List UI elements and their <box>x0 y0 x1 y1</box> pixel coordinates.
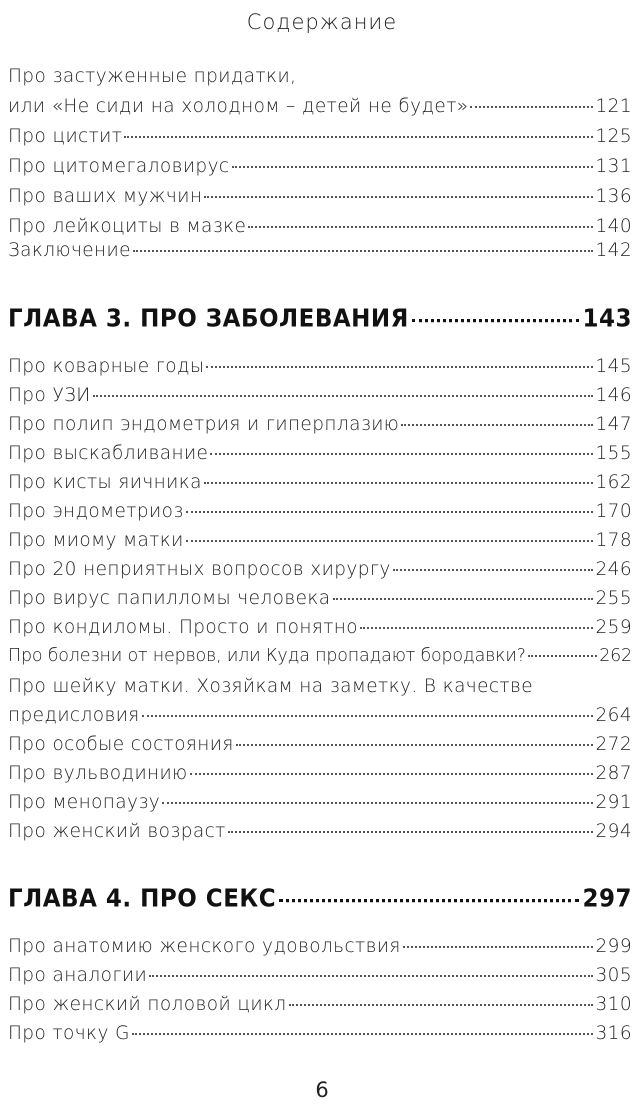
toc-entry-title: Про женский возраст <box>8 821 226 842</box>
toc-entry <box>8 792 632 813</box>
toc-entry-page: 178 <box>595 530 632 551</box>
toc-entry-title: Про ваших мужчин <box>8 186 203 207</box>
toc-entry <box>8 530 632 551</box>
toc-entry <box>8 763 632 784</box>
dot-leader <box>93 395 594 397</box>
toc-entry-page: 162 <box>595 472 632 493</box>
dot-leader <box>393 569 594 571</box>
dot-leader <box>289 1004 594 1006</box>
chapter-page: 297 <box>582 884 632 914</box>
dot-leader <box>401 424 593 426</box>
toc-entry-page: 246 <box>595 559 632 580</box>
toc-entry-title: Про лейкоциты в мазке <box>8 216 247 237</box>
toc-entry-title: Про вирус папилломы человека <box>8 588 331 609</box>
toc-entry-page: 121 <box>595 96 632 117</box>
dot-leader <box>204 196 593 198</box>
toc-entry-title: Про цитомегаловирус <box>8 156 230 177</box>
toc-entry <box>8 936 632 957</box>
toc-entry-title: Про 20 неприятных вопросов хирургу <box>8 559 391 580</box>
dot-leader <box>528 655 597 657</box>
dot-leader <box>186 511 594 513</box>
dot-leader <box>412 319 580 322</box>
toc-entry-page: 294 <box>595 821 632 842</box>
toc-entry <box>8 994 632 1015</box>
toc-entry-page: 264 <box>595 705 632 726</box>
dot-leader <box>132 1033 594 1035</box>
chapter-title: ГЛАВА 4. ПРО СЕКС <box>8 884 277 914</box>
toc-entry-page: 145 <box>595 356 632 377</box>
toc-entry <box>8 414 632 435</box>
toc-entry-title: Про особые состояния <box>8 734 234 755</box>
dot-leader <box>248 226 593 228</box>
dot-leader <box>228 831 594 833</box>
chapter-heading <box>8 305 632 333</box>
toc-entry-page: 142 <box>595 240 632 261</box>
dot-leader <box>360 627 594 629</box>
toc-entry <box>8 646 632 666</box>
page-number: 6 <box>315 1078 329 1102</box>
toc-entry-page: 272 <box>595 734 632 755</box>
toc-entry-title: Про цистит <box>8 126 123 147</box>
toc-entry <box>8 186 632 207</box>
dot-leader <box>142 715 594 717</box>
toc-entry <box>8 66 632 87</box>
toc-entry-title: Про менопаузу <box>8 792 161 813</box>
toc-entry <box>8 385 632 406</box>
toc-entry-title: или «Не сиди на холодном – детей не будет» <box>8 96 469 117</box>
toc-entry-page: 262 <box>599 646 632 666</box>
toc-entry-page: 170 <box>595 501 632 522</box>
toc-entry <box>8 734 632 755</box>
toc-entry <box>8 96 632 117</box>
toc-entry-title: Про болезни от нервов, или Куда пропадают бородавки? <box>8 646 526 666</box>
toc-entry <box>8 559 632 580</box>
dot-leader <box>133 250 594 252</box>
dot-leader <box>190 773 594 775</box>
toc-entry-page: 125 <box>595 126 632 147</box>
toc-entry-page: 291 <box>595 792 632 813</box>
dot-leader <box>162 802 593 804</box>
toc-entry <box>8 240 632 261</box>
toc-entry <box>8 821 632 842</box>
toc-entry-page: 136 <box>595 186 632 207</box>
toc-entry <box>8 126 632 147</box>
toc-entry <box>8 705 632 726</box>
dot-leader <box>124 136 593 138</box>
dot-leader <box>232 166 594 168</box>
toc-entry-page: 147 <box>595 414 632 435</box>
chapter-page: 143 <box>582 304 632 334</box>
toc-entry <box>8 588 632 609</box>
toc-entry-title: Про женский половой цикл <box>8 994 287 1015</box>
toc-entry <box>8 356 632 377</box>
toc-entry-page: 255 <box>595 588 632 609</box>
chapter-title: ГЛАВА 3. ПРО ЗАБОЛЕВАНИЯ <box>8 304 409 334</box>
toc-entry-title: Про кондиломы. Просто и понятно <box>8 617 358 638</box>
dot-leader <box>149 975 593 977</box>
toc-entry-page: 305 <box>595 965 632 986</box>
toc-entry <box>8 501 632 522</box>
toc-entry-title: Про полип эндометрия и гиперплазию <box>8 414 400 435</box>
toc-entry-title: Про кисты яичника <box>8 472 202 493</box>
toc-entry-title: Про вульводинию <box>8 763 188 784</box>
toc-entry-title: Про эндометриоз <box>8 501 184 522</box>
toc-entry-title: Про миому матки <box>8 530 184 551</box>
toc-entry <box>8 472 632 493</box>
toc-entry <box>8 156 632 177</box>
dot-leader <box>206 366 593 368</box>
toc-entry-page: 146 <box>595 385 632 406</box>
dot-leader <box>204 482 594 484</box>
dot-leader <box>236 744 594 746</box>
dot-leader <box>403 946 594 948</box>
toc-entry-page: 316 <box>595 1023 632 1044</box>
toc-entry <box>8 1023 632 1044</box>
toc-entry-page: 259 <box>595 617 632 638</box>
toc-entry-page: 131 <box>595 156 632 177</box>
dot-leader <box>210 453 593 455</box>
toc-entry-title: Про шейку матки. Хозяйкам на заметку. В качестве <box>8 676 534 697</box>
toc-entry <box>8 965 632 986</box>
toc-entry-title: Про точку G <box>8 1023 130 1044</box>
toc-entry-title: Про коварные годы <box>8 356 205 377</box>
toc-entry <box>8 676 632 697</box>
toc-entry <box>8 216 632 237</box>
dot-leader <box>470 106 593 108</box>
toc-entry-title: Про анатомию женского удовольствия <box>8 936 401 957</box>
toc-entry-title: Про выскабливание <box>8 443 209 464</box>
toc-entry-title: Заключение <box>8 240 131 261</box>
toc-entry-page: 287 <box>595 763 632 784</box>
toc-entry-page: 310 <box>595 994 632 1015</box>
dot-leader <box>333 598 594 600</box>
toc-entry <box>8 443 632 464</box>
dot-leader <box>186 540 594 542</box>
toc-entry-page: 299 <box>595 936 632 957</box>
toc-entry-title: Про застуженные придатки, <box>8 66 297 87</box>
toc-entry-title: Про аналогии <box>8 965 148 986</box>
toc-entry-title: предисловия <box>8 705 140 726</box>
toc-entry-page: 155 <box>595 443 632 464</box>
running-head: Содержание <box>246 10 398 34</box>
chapter-heading <box>8 885 632 913</box>
toc-entry-page: 140 <box>595 216 632 237</box>
dot-leader <box>279 899 579 902</box>
toc-entry-title: Про УЗИ <box>8 385 91 406</box>
toc-entry <box>8 617 632 638</box>
